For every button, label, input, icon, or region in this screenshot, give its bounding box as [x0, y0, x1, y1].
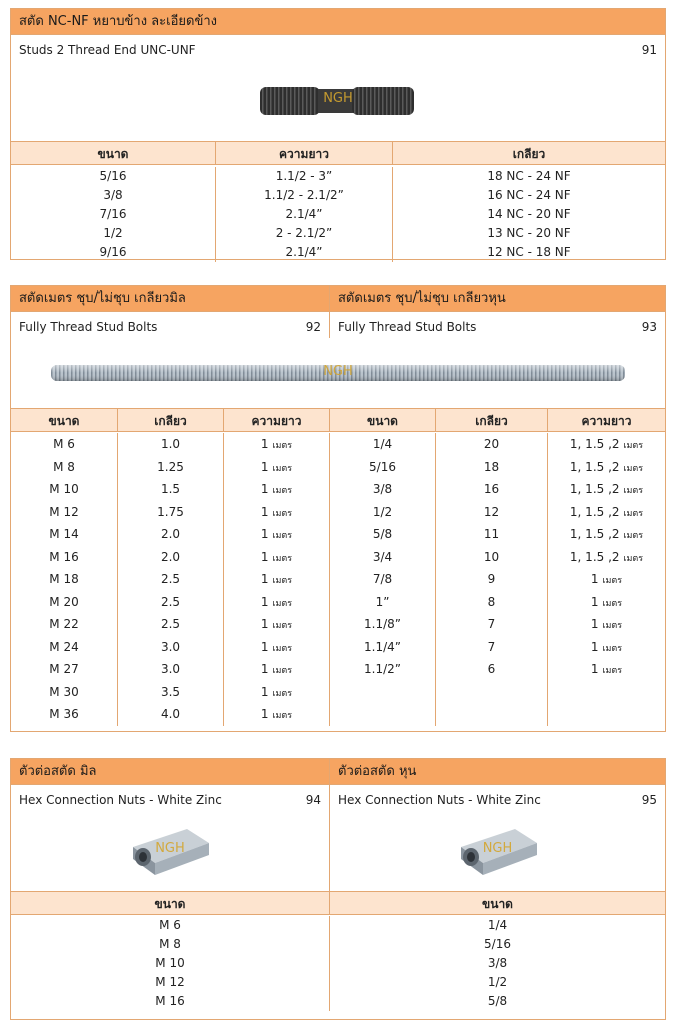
product-name: Hex Connection Nuts - White Zinc	[19, 793, 222, 807]
cell-value: 3/4	[372, 549, 393, 564]
cell-value: 2.5	[160, 594, 181, 609]
data-table	[11, 165, 665, 262]
table-cell	[224, 456, 329, 479]
cell-value: 5/16	[369, 459, 396, 474]
table-cell	[224, 523, 329, 546]
thread-column	[392, 167, 665, 262]
cell-value: 1	[590, 662, 599, 676]
table-cell	[224, 681, 329, 704]
unit-label: เมตร	[602, 621, 623, 631]
table-cell	[436, 433, 547, 456]
table-cell	[224, 433, 329, 456]
table-cell	[330, 546, 435, 569]
table-cell	[436, 478, 547, 501]
size-column	[329, 916, 665, 1011]
table-cell	[548, 523, 665, 546]
table-cell: 5/16	[484, 937, 511, 951]
col-size: ขนาด	[154, 897, 186, 911]
table-cell	[118, 433, 223, 456]
col-size: ขนาด	[329, 409, 435, 431]
table-cell: 12 NC - 18 NF	[487, 245, 571, 259]
size-column	[329, 433, 435, 726]
table-cell	[548, 546, 665, 569]
cell-value: 4.0	[160, 707, 181, 721]
cell-value: 1.75	[157, 504, 184, 519]
size-column	[11, 916, 329, 1011]
table-cell	[330, 523, 435, 546]
cell-value: 2.0	[160, 527, 181, 541]
table-cell	[118, 658, 223, 681]
table-cell: 2 - 2.1/2”	[275, 226, 333, 240]
cell-value: 1.1/8”	[364, 617, 401, 631]
col-length: ความยาว	[215, 142, 392, 164]
cell-value: M 8	[53, 459, 75, 474]
ngh-logo: NGH	[482, 841, 513, 856]
table-cell	[118, 523, 223, 546]
table-cell: 3/8	[487, 956, 508, 970]
cell-value: 1	[260, 437, 269, 451]
cell-value: 1.1/4”	[364, 639, 401, 654]
product-name: Hex Connection Nuts - White Zinc	[338, 793, 541, 807]
cell-value: M 16	[49, 549, 79, 564]
unit-label: เมตร	[623, 508, 644, 519]
unit-label: เมตร	[272, 688, 293, 699]
cell-value: M 30	[49, 684, 79, 699]
cell-value: 12	[483, 504, 500, 519]
ngh-logo: NGH	[323, 364, 353, 379]
thread-column	[117, 433, 223, 726]
left-product-line	[11, 312, 329, 338]
unit-label: เมตร	[272, 441, 293, 451]
table-cell: 5/8	[487, 994, 508, 1008]
table-cell	[118, 681, 223, 704]
table-cell	[436, 568, 547, 591]
table-cell	[330, 613, 435, 636]
right-product-line	[329, 312, 665, 338]
cell-value: 1	[260, 662, 269, 676]
table-cell	[118, 546, 223, 569]
table-cell	[11, 681, 117, 704]
product-code: 92	[305, 320, 321, 334]
table-cell	[330, 478, 435, 501]
cell-value: 3.0	[160, 662, 181, 676]
cell-value: 1	[260, 459, 269, 474]
thread-column	[435, 433, 547, 726]
table-cell: 1.1/2 - 3”	[275, 169, 333, 183]
col-size: ขนาด	[97, 147, 129, 161]
cell-value: 1.25	[157, 459, 184, 474]
section-headers	[11, 759, 665, 785]
table-cell	[548, 636, 665, 659]
table-header	[11, 408, 665, 432]
product-image	[11, 61, 665, 141]
table-cell: 2.1/4”	[285, 207, 323, 221]
table-cell	[118, 591, 223, 614]
cell-value: 5/8	[372, 527, 393, 541]
table-cell	[11, 703, 117, 726]
table-cell	[11, 478, 117, 501]
table-cell	[224, 546, 329, 569]
table-cell	[436, 591, 547, 614]
table-cell: 1/2	[487, 975, 508, 989]
cell-value: 1”	[375, 594, 390, 609]
cell-value: 1.0	[160, 437, 181, 451]
table-cell: M 10	[155, 956, 185, 970]
length-column	[215, 167, 392, 262]
unit-label: เมตร	[272, 666, 293, 676]
cell-value: 7	[487, 617, 496, 631]
table-cell	[11, 433, 117, 456]
table-cell	[118, 636, 223, 659]
cell-value: 10	[483, 549, 500, 564]
table-cell	[436, 523, 547, 546]
cell-value: 3/8	[372, 482, 393, 496]
unit-label: เมตร	[602, 643, 623, 654]
col-thread: เกลียว	[435, 409, 547, 431]
table-cell	[548, 613, 665, 636]
table-cell	[548, 658, 665, 681]
cell-value: 1	[260, 572, 269, 586]
table-cell	[548, 433, 665, 456]
table-cell	[11, 591, 117, 614]
table-cell	[118, 456, 223, 479]
cell-value: 2.0	[160, 549, 181, 564]
table-cell: 18 NC - 24 NF	[487, 169, 571, 183]
unit-label: เมตร	[272, 553, 293, 564]
col-length: ความยาว	[547, 409, 665, 431]
table-cell	[548, 478, 665, 501]
cell-value: M 12	[49, 504, 79, 519]
ngh-logo: NGH	[155, 841, 185, 856]
unit-label: เมตร	[272, 463, 293, 474]
unit-label: เมตร	[272, 531, 293, 541]
table-cell	[11, 546, 117, 569]
cell-value: M 24	[49, 639, 79, 654]
cell-value: 1, 1.5 ,2	[569, 549, 620, 564]
cell-value: 1	[590, 617, 599, 631]
product-image	[330, 811, 665, 891]
table-cell	[11, 613, 117, 636]
table-cell	[224, 703, 329, 726]
cell-value: 1.1/2”	[364, 662, 401, 676]
cell-value: M 20	[49, 594, 79, 609]
right-header: สตัดเมตร ชุบ/ไม่ชุบ เกลียวหุน	[329, 286, 665, 312]
table-cell	[436, 658, 547, 681]
table-cell	[11, 658, 117, 681]
product-lines	[11, 312, 665, 338]
product-name: Fully Thread Stud Bolts	[338, 320, 477, 334]
unit-label: เมตร	[272, 621, 293, 631]
table-cell	[548, 568, 665, 591]
table-cell	[436, 456, 547, 479]
table-cell	[330, 456, 435, 479]
right-product	[329, 785, 665, 891]
col-thread: เกลียว	[392, 142, 665, 164]
right-product-line	[330, 785, 665, 811]
table-cell	[224, 658, 329, 681]
size-column	[11, 167, 215, 262]
product-image	[11, 338, 665, 408]
ngh-logo: NGH	[323, 91, 353, 106]
unit-label: เมตร	[272, 576, 293, 586]
table-cell	[224, 568, 329, 591]
length-column	[223, 433, 329, 726]
col-size: ขนาด	[329, 892, 665, 914]
cell-value: 1	[590, 639, 599, 654]
cell-value: M 36	[49, 707, 79, 721]
table-cell: 14 NC - 20 NF	[487, 207, 571, 221]
section-headers	[11, 286, 665, 312]
cell-value: 1	[260, 617, 269, 631]
cell-value: 1, 1.5 ,2	[569, 527, 620, 541]
unit-label: เมตร	[623, 463, 644, 474]
table-cell	[118, 478, 223, 501]
cell-value: 1, 1.5 ,2	[569, 437, 620, 451]
product-line	[11, 35, 665, 61]
cell-value: 3.5	[160, 684, 181, 699]
product-code: 95	[641, 793, 657, 807]
unit-label: เมตร	[602, 598, 623, 609]
table-cell: M 12	[155, 975, 185, 989]
table-cell: 1/4	[487, 918, 508, 932]
left-product-line	[11, 785, 329, 811]
cell-value: 1	[260, 549, 269, 564]
left-header: สตัดเมตร ชุบ/ไม่ชุบ เกลียวมิล	[11, 286, 329, 312]
data-table	[11, 432, 665, 726]
table-cell: M 8	[159, 937, 181, 951]
table-cell: 7/16	[99, 207, 127, 221]
col-length: ความยาว	[223, 409, 329, 431]
table-cell	[118, 703, 223, 726]
cell-value: M 27	[49, 662, 79, 676]
cell-value: 7/8	[372, 572, 393, 586]
cell-value: 1.5	[160, 482, 181, 496]
studs-2-thread-section	[10, 8, 666, 260]
cell-value: M 10	[49, 482, 79, 496]
cell-value: 1	[260, 527, 269, 541]
table-cell	[548, 501, 665, 524]
table-cell	[118, 568, 223, 591]
table-cell	[548, 591, 665, 614]
table-cell	[224, 478, 329, 501]
unit-label: เมตร	[623, 486, 644, 496]
table-cell: 1.1/2 - 2.1/2”	[264, 188, 344, 202]
unit-label: เมตร	[602, 666, 623, 676]
product-code: 94	[305, 793, 321, 807]
cell-value: 1, 1.5 ,2	[569, 504, 620, 519]
table-cell	[330, 591, 435, 614]
table-cell	[436, 546, 547, 569]
cell-value: 1	[260, 594, 269, 609]
table-cell: 3/8	[103, 188, 123, 202]
cell-value: 1, 1.5 ,2	[569, 459, 620, 474]
table-cell	[436, 613, 547, 636]
unit-label: เมตร	[272, 598, 293, 609]
cell-value: 1, 1.5 ,2	[569, 482, 620, 496]
table-cell	[330, 501, 435, 524]
left-product	[11, 785, 329, 891]
cell-value: 2.5	[160, 572, 181, 586]
unit-label: เมตร	[602, 576, 623, 586]
product-name: Studs 2 Thread End UNC-UNF	[19, 43, 196, 57]
product-code: 91	[641, 43, 657, 57]
product-name: Fully Thread Stud Bolts	[19, 320, 158, 334]
table-cell	[436, 501, 547, 524]
table-cell	[224, 501, 329, 524]
cell-value: 16	[483, 482, 500, 496]
cell-value: 2.5	[160, 617, 181, 631]
table-cell	[11, 501, 117, 524]
hex-connection-nuts-section	[10, 758, 666, 1020]
col-size: ขนาด	[48, 414, 80, 428]
unit-label: เมตร	[623, 441, 644, 451]
cell-value: 18	[483, 459, 500, 474]
unit-label: เมตร	[272, 643, 293, 654]
table-cell	[436, 636, 547, 659]
cell-value: 1	[590, 572, 599, 586]
table-cell	[11, 568, 117, 591]
cell-value: 1	[260, 707, 269, 721]
table-cell	[224, 591, 329, 614]
cell-value: 1	[260, 639, 269, 654]
table-cell	[118, 613, 223, 636]
cell-value: 6	[487, 662, 496, 676]
section-header: สตัด NC-NF หยาบข้าง ละเอียดข้าง	[11, 9, 665, 35]
table-cell: 9/16	[99, 245, 127, 259]
col-thread: เกลียว	[117, 409, 223, 431]
unit-label: เมตร	[623, 553, 644, 564]
table-cell: 2.1/4”	[285, 245, 323, 259]
cell-value: 7	[487, 639, 496, 654]
table-cell: 13 NC - 20 NF	[487, 226, 571, 240]
table-cell	[224, 613, 329, 636]
product-code: 93	[641, 320, 657, 334]
data-table	[11, 915, 665, 1011]
unit-label: เมตร	[623, 531, 644, 541]
cell-value: 9	[487, 572, 496, 586]
cell-value: 1	[260, 482, 269, 496]
cell-value: 8	[487, 594, 496, 609]
product-image	[11, 811, 329, 891]
unit-label: เมตร	[272, 486, 293, 496]
cell-value: 1/4	[372, 437, 393, 451]
right-header: ตัวต่อสตัด หุน	[329, 759, 665, 785]
cell-value: M 22	[49, 617, 79, 631]
cell-value: 1	[590, 594, 599, 609]
cell-value: M 18	[49, 572, 79, 586]
table-cell	[330, 433, 435, 456]
table-cell	[11, 523, 117, 546]
table-cell: 16 NC - 24 NF	[487, 188, 571, 202]
table-cell	[330, 636, 435, 659]
table-cell: 1/2	[103, 226, 123, 240]
cell-value: 3.0	[160, 639, 181, 654]
length-column	[547, 433, 665, 726]
product-area	[11, 785, 665, 891]
cell-value: 11	[483, 527, 500, 541]
cell-value: M 14	[49, 527, 79, 541]
cell-value: 1/2	[372, 504, 393, 519]
unit-label: เมตร	[272, 711, 293, 721]
table-header	[11, 141, 665, 165]
left-header: ตัวต่อสตัด มิล	[11, 759, 329, 785]
table-cell	[224, 636, 329, 659]
cell-value: 1	[260, 684, 269, 699]
table-cell	[118, 501, 223, 524]
cell-value: M 6	[53, 437, 75, 451]
table-cell: M 6	[159, 918, 181, 932]
table-cell: 5/16	[99, 169, 127, 183]
table-cell	[548, 456, 665, 479]
cell-value: 1	[260, 504, 269, 519]
table-cell	[330, 658, 435, 681]
table-cell	[11, 456, 117, 479]
fully-thread-stud-section	[10, 285, 666, 732]
unit-label: เมตร	[272, 508, 293, 519]
table-cell	[11, 636, 117, 659]
table-cell	[330, 568, 435, 591]
table-header	[11, 891, 665, 915]
table-cell: M 16	[155, 994, 185, 1008]
cell-value: 20	[483, 437, 500, 451]
size-column	[11, 433, 117, 726]
